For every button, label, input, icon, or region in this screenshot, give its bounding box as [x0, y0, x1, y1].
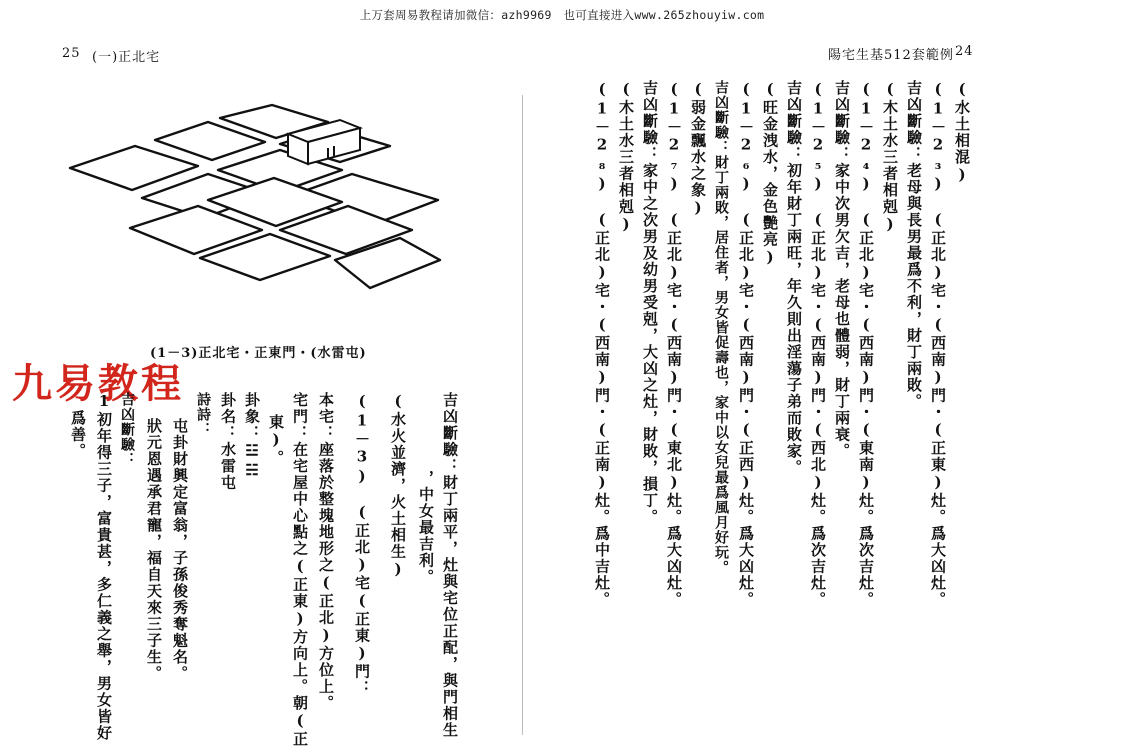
left-section-title: (一)正北宅	[92, 50, 161, 65]
page-gutter	[522, 95, 523, 735]
right-col-14: 吉凶斷驗：家中之次男及幼男受剋，大凶之灶，財敗，損丁。	[641, 80, 659, 526]
left-col-2: ，中女最吉利。	[417, 470, 435, 586]
left-col-12: 狀元恩遇承君寵，福自天來三子生。	[145, 418, 163, 682]
left-col-14: 1初年得三子，富貴甚，多仁義之舉，男女皆好	[95, 392, 113, 742]
left-col-4: (1－3) (正北)宅(正東)門：	[353, 392, 371, 697]
left-col-15: 爲善。	[69, 410, 87, 460]
download-banner: 上万套周易教程请加微信：azh9969 也可直接进入www.265zhouyiw.com	[359, 8, 765, 22]
right-col-2: (1－2₃) (正北)宅・(西南)門・(正東)灶。爲大凶灶。	[929, 80, 947, 608]
left-col-7: 東)。	[267, 414, 285, 467]
right-col-5: (1－2₄) (正北)宅・(西南)門・(東南)灶。爲次吉灶。	[857, 80, 875, 608]
right-col-12: (弱金飄水之象)	[689, 80, 707, 218]
left-col-6: 宅門：在宅屋中心點之(正東)方向上。朝(正	[291, 392, 309, 748]
left-col-13: 吉凶斷驗：	[119, 392, 135, 467]
left-page-number: 25	[62, 46, 81, 61]
diagram-caption: (1－3)正北宅・正東門・(水雷屯)	[150, 346, 367, 361]
left-col-10: 詩詩：	[195, 392, 211, 437]
left-col-3: (水火並濟，火土相生)	[389, 392, 407, 580]
left-col-5: 本宅：座落於整塊地形之(正北)方位上。	[317, 392, 335, 712]
right-col-10: (1－2₆) (正北)宅・(西南)門・(正西)灶。爲大凶灶。	[737, 80, 755, 608]
right-col-6: 吉凶斷驗：家中次男欠吉，老母也體弱，財丁兩衰。	[833, 80, 851, 460]
right-col-7: (1－2₅) (正北)宅・(西南)門・(西北)灶。爲次吉灶。	[809, 80, 827, 608]
left-col-9: 卦名：水雷屯	[219, 392, 237, 491]
right-col-9: (旺金洩水，金色艷亮)	[761, 80, 779, 268]
left-col-11: 屯卦財興定富翁，子孫俊秀奪魁名。	[171, 418, 189, 682]
right-col-15: (木土水三者相剋)	[617, 80, 635, 235]
right-page-number: 24	[955, 44, 974, 59]
right-col-1: (水土相混)	[953, 80, 971, 185]
right-col-3: 吉凶斷驗：老母與長男最爲不利，財丁兩敗。	[905, 80, 923, 410]
left-col-8: 卦象：☳☵	[243, 392, 261, 481]
right-col-13: (1－2₇) (正北)宅・(西南)門・(東北)灶。爲大凶灶。	[665, 80, 683, 608]
right-col-11: 吉凶斷驗：財丁兩敗，居住者，男女皆促壽也，家中以女兒最爲風月好玩。	[713, 80, 729, 575]
house-plot-diagram	[60, 100, 450, 300]
left-col-1: 吉凶斷驗：財丁兩平，灶與宅位正配，與門相生	[441, 392, 459, 739]
right-col-16: (1－2₈) (正北)宅・(西南)門・(正南)灶。爲中吉灶。	[593, 80, 611, 608]
book-title: 陽宅生基512套範例	[828, 48, 954, 63]
watermark-logo: 九易教程	[12, 361, 184, 407]
right-col-4: (木土水三者相剋)	[881, 80, 899, 235]
right-col-8: 吉凶斷驗：初年財丁兩旺，年久則出淫蕩子弟而敗家。	[785, 80, 803, 476]
